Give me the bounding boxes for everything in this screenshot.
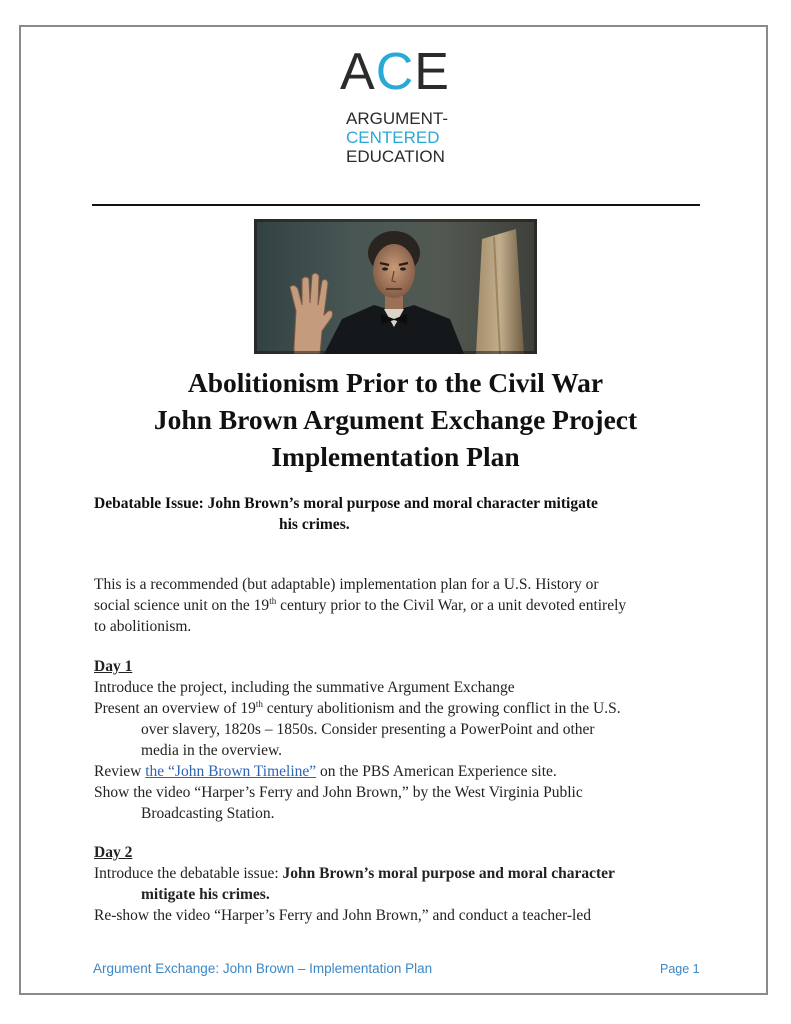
day-1-item-4: Show the video “Harper’s Ferry and John Brown,” by the West Virginia Public <box>94 784 583 801</box>
day-2-item-2: Re-show the video “Harper’s Ferry and John Brown,” and conduct a teacher-led <box>94 907 591 924</box>
debatable-issue-line-1: Debatable Issue: John Brown’s moral purpose and moral character mitigate <box>94 495 598 512</box>
day-1-item-3-b: on the PBS American Experience site. <box>316 763 557 780</box>
day-2-item-1 <box>94 863 615 884</box>
logo-line-1: ARGUMENT- <box>346 109 448 128</box>
logo-line-2: CENTERED <box>346 128 440 147</box>
title-line-3: Implementation Plan <box>271 441 520 472</box>
intro-line-3: to abolitionism. <box>94 618 192 635</box>
intro-superscript: th <box>269 595 277 606</box>
logo-letter-a: A <box>340 43 376 101</box>
day-1-heading: Day 1 <box>94 658 133 675</box>
footer-title: Argument Exchange: John Brown – Implementation Plan <box>93 961 433 976</box>
ace-logo <box>328 44 468 172</box>
intro-line-2 <box>94 595 626 616</box>
intro-line-1: This is a recommended (but adaptable) implementation plan for a U.S. History or <box>94 576 599 593</box>
day-1-item-3-a: Review <box>94 763 146 780</box>
intro-line-2-a: social science unit on the 19 <box>94 597 270 614</box>
day-1-item-2-a: Present an overview of 19 <box>94 700 256 717</box>
logo-line-3: EDUCATION <box>346 147 445 166</box>
day-2-item-1-cont: mitigate his crimes. <box>141 886 270 903</box>
day-2-issue-bold: John Brown’s moral purpose and moral character <box>282 865 615 882</box>
debatable-issue-line-2: his crimes. <box>279 516 350 533</box>
day-1-item-2 <box>94 698 621 719</box>
john-brown-portrait <box>254 219 537 354</box>
document-title <box>60 364 731 475</box>
intro-line-2-b: century prior to the Civil War, or a unit devoted entirely <box>276 597 627 614</box>
day-1-item-3 <box>94 761 557 782</box>
title-line-2: John Brown Argument Exchange Project <box>153 404 638 435</box>
day-1-item-4-cont: Broadcasting Station. <box>141 805 275 822</box>
logo-letter-e: E <box>414 43 450 101</box>
day-1-item-1: Introduce the project, including the summative Argument Exchange <box>94 679 515 696</box>
logo-mark <box>340 44 450 100</box>
day-1-superscript: th <box>255 698 263 709</box>
header-divider <box>92 204 700 206</box>
day-1-item-2-cont-2: media in the overview. <box>141 742 283 759</box>
john-brown-timeline-link[interactable]: the “John Brown Timeline” <box>145 763 317 780</box>
day-2-item-1-a: Introduce the debatable issue: <box>94 865 283 882</box>
day-2-heading: Day 2 <box>94 844 133 861</box>
footer-page-number: Page 1 <box>660 962 700 976</box>
day-1-item-2-b: century abolitionism and the growing conflict in the U.S. <box>262 700 621 717</box>
day-1-item-2-cont-1: over slavery, 1820s – 1850s. Consider presenting a PowerPoint and other <box>141 721 595 738</box>
title-line-1: Abolitionism Prior to the Civil War <box>187 367 604 398</box>
logo-letter-c: C <box>375 43 415 101</box>
